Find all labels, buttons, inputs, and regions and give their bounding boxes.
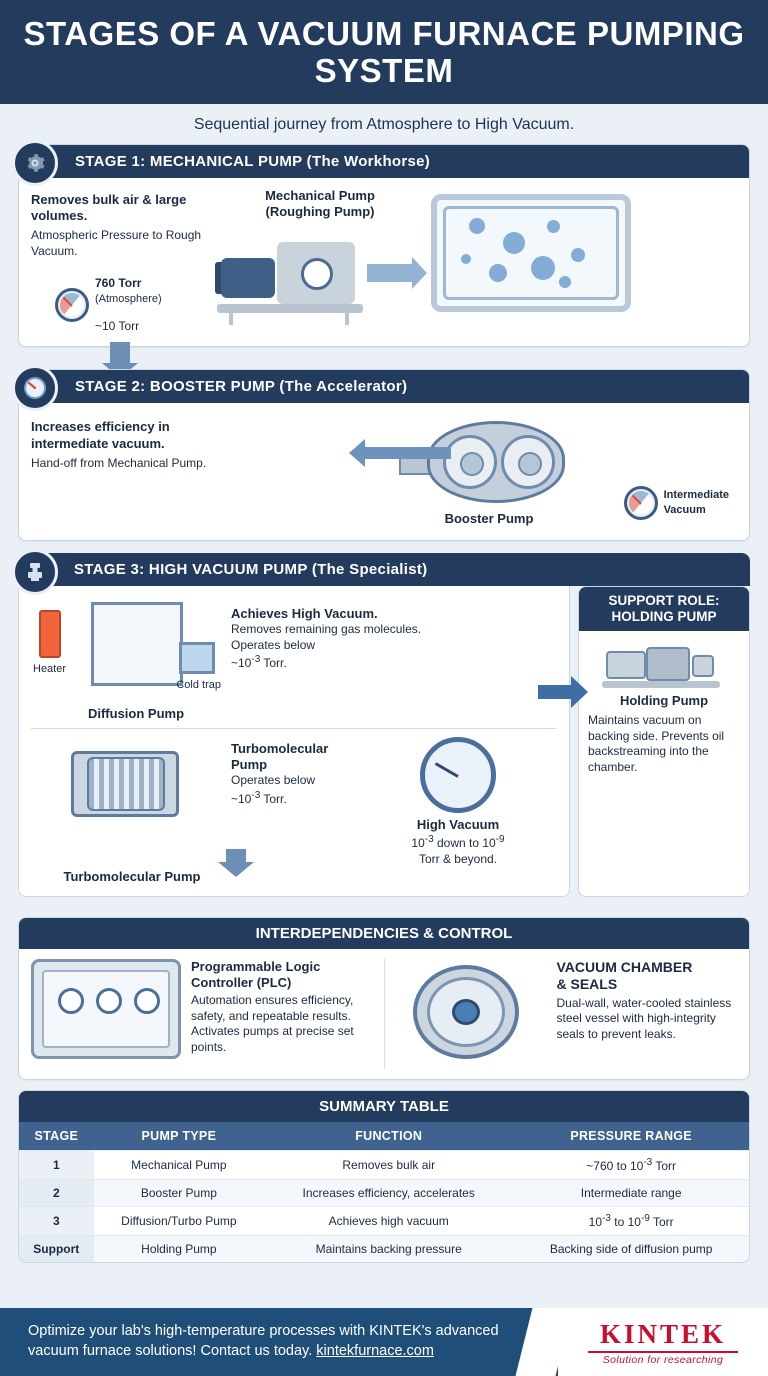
support-role-section bbox=[578, 586, 750, 897]
stage-2-card bbox=[18, 369, 750, 540]
chamber-text: Dual-wall, water-cooled stainless steel vessel with high-integrity seals to prevent leaks. bbox=[556, 995, 732, 1041]
support-card bbox=[578, 586, 750, 897]
support-head bbox=[579, 587, 749, 631]
stage-1-pressure-note: (Atmosphere) bbox=[95, 293, 162, 306]
table-header-row bbox=[19, 1122, 749, 1151]
stage-1-title: STAGE 1: MECHANICAL PUMP (The Workhorse) bbox=[19, 145, 749, 178]
stage-1-text bbox=[31, 188, 209, 335]
stage-1-pressure-bottom: ~10 Torr bbox=[95, 318, 140, 333]
diffusion-pump-row bbox=[31, 596, 557, 704]
mechanical-pump-graphic bbox=[215, 224, 425, 334]
plc-graphic bbox=[31, 959, 181, 1059]
plc-dial-2-icon bbox=[96, 988, 122, 1014]
diffusion-text-1: Removes remaining gas molecules. bbox=[231, 621, 422, 636]
diffusion-text-2: Operates below bbox=[231, 637, 316, 652]
stage-2-lead: Increases efficiency in intermediate vacuum. bbox=[31, 419, 170, 451]
high-vacuum-text-2: Torr & beyond. bbox=[418, 851, 498, 866]
footer-link[interactable]: kintekfurnace.com bbox=[316, 1343, 434, 1359]
footer-text bbox=[0, 1322, 558, 1361]
mechanical-pump-illustration bbox=[215, 188, 425, 335]
chamber-title-2: & SEALS bbox=[556, 976, 618, 993]
divider bbox=[31, 728, 557, 729]
high-vacuum-gauge-group bbox=[359, 737, 557, 867]
stage3-to-support-arrow bbox=[538, 685, 572, 699]
stage-3-card bbox=[18, 553, 750, 897]
diffusion-head: Achieves High Vacuum. bbox=[231, 605, 378, 621]
page-title: STAGES OF A VACUUM FURNACE PUMPING SYSTEM bbox=[23, 15, 745, 89]
stage-2-body bbox=[19, 403, 749, 539]
stage1-to-stage2-pipe bbox=[359, 447, 451, 459]
booster-pump-graphic bbox=[399, 417, 579, 509]
stage-2-sub: Hand-off from Mechanical Pump. bbox=[31, 455, 207, 470]
booster-pump-illustration bbox=[241, 413, 737, 527]
plc-text-block bbox=[191, 959, 372, 1069]
stage-3-body bbox=[18, 586, 750, 897]
cold-trap-label: Cold trap bbox=[176, 678, 221, 691]
turbo-pump-graphic bbox=[31, 737, 221, 833]
turbo-head-1: Turbomolecular bbox=[231, 740, 329, 756]
gear-icon bbox=[12, 140, 58, 186]
vacuum-chamber-illustration bbox=[431, 188, 737, 335]
interdependencies-card bbox=[18, 917, 750, 1080]
cell-pump: Holding Pump bbox=[94, 1235, 265, 1262]
page-header bbox=[0, 0, 768, 104]
cell-pressure: Backing side of diffusion pump bbox=[513, 1235, 749, 1262]
summary-table bbox=[19, 1122, 749, 1262]
holding-pump-text: Maintains vacuum on backing side. Prevents oil backstreaming into the chamber. bbox=[588, 713, 725, 775]
interdependencies-body bbox=[19, 949, 749, 1079]
vertical-divider bbox=[384, 959, 385, 1069]
intermediate-gauge-label-2: Vacuum bbox=[663, 503, 706, 516]
chamber-title-1: VACUUM CHAMBER bbox=[556, 958, 693, 975]
holding-pump-graphic bbox=[588, 639, 740, 693]
stage-3-section bbox=[18, 553, 750, 897]
holding-pump-caption: Holding Pump bbox=[619, 693, 709, 709]
heater-graphic bbox=[39, 610, 61, 658]
diffusion-pump-text bbox=[231, 596, 557, 704]
cell-pressure: Intermediate range bbox=[513, 1179, 749, 1206]
brand-rule bbox=[588, 1351, 738, 1353]
stage-1-sub: Atmospheric Pressure to Rough Vacuum. bbox=[31, 228, 202, 258]
interdependencies-section bbox=[18, 917, 750, 1080]
stage-3-pumps bbox=[18, 586, 570, 897]
plc-text: Automation ensures efficiency, safety, and repeatable results. Activates pumps at precise set points. bbox=[191, 993, 354, 1054]
stage-2-section bbox=[18, 369, 750, 540]
booster-pump-caption: Booster Pump bbox=[444, 511, 534, 527]
stage-1-lead: Removes bulk air & large volumes. bbox=[31, 191, 187, 224]
stage-2-title: STAGE 2: BOOSTER PUMP (The Accelerator) bbox=[19, 370, 749, 403]
stage-3-title: STAGE 3: HIGH VACUUM PUMP (The Specialist) bbox=[18, 553, 750, 586]
cell-function: Increases efficiency, accelerates bbox=[264, 1179, 513, 1206]
stage-1-section bbox=[18, 144, 750, 348]
plc-dial-3-icon bbox=[134, 988, 160, 1014]
turbo-pump-row bbox=[31, 737, 557, 867]
col-pump-type: PUMP TYPE bbox=[94, 1122, 265, 1151]
summary-table-title: SUMMARY TABLE bbox=[19, 1091, 749, 1122]
intermediate-gauge-label-1: Intermediate bbox=[663, 489, 729, 502]
diffusion-pump-icon bbox=[12, 549, 58, 595]
plc-column bbox=[31, 959, 372, 1069]
pressure-gauge-icon bbox=[55, 288, 89, 322]
cell-function: Removes bulk air bbox=[264, 1150, 513, 1179]
heater-label: Heater bbox=[33, 662, 67, 675]
col-pressure-range: PRESSURE RANGE bbox=[513, 1122, 749, 1151]
plc-title-1: Programmable Logic bbox=[191, 958, 321, 974]
stage-1-pressure-top: 760 Torr bbox=[95, 275, 142, 290]
diffusion-pump-graphic bbox=[31, 596, 221, 704]
turbo-text-1: Operates below bbox=[231, 773, 316, 788]
cell-pump: Mechanical Pump bbox=[94, 1150, 265, 1179]
plc-dial-1-icon bbox=[58, 988, 84, 1014]
cell-stage: Support bbox=[19, 1235, 94, 1262]
chamber-text-block bbox=[557, 959, 738, 1069]
high-vacuum-text-1: $10^{-3}$ down to $10^{-9}$ bbox=[411, 834, 505, 851]
cold-trap-graphic bbox=[179, 642, 215, 674]
intermediate-gauge-icon bbox=[624, 486, 658, 520]
high-vacuum-gauge-icon bbox=[420, 737, 496, 813]
support-body bbox=[579, 631, 749, 784]
stage-1-card bbox=[18, 144, 750, 348]
cell-pump: Booster Pump bbox=[94, 1179, 265, 1206]
footer-text-2: vacuum furnace solutions! Contact us today. bbox=[28, 1343, 313, 1359]
mechanical-pump-caption-2: (Roughing Pump) bbox=[265, 204, 375, 220]
turbo-pump-text bbox=[231, 737, 349, 867]
table-row bbox=[19, 1206, 749, 1235]
col-stage: STAGE bbox=[19, 1122, 94, 1151]
plc-title-2: Controller (PLC) bbox=[191, 974, 292, 990]
support-head-1: SUPPORT ROLE: bbox=[608, 592, 720, 608]
cell-stage: 2 bbox=[19, 1179, 94, 1206]
cell-stage: 1 bbox=[19, 1150, 94, 1179]
stage-1-pressure-top-row bbox=[95, 276, 209, 307]
cell-function: Achieves high vacuum bbox=[264, 1206, 513, 1235]
chamber-column bbox=[397, 959, 738, 1069]
stage-2-text bbox=[31, 413, 231, 527]
turbo-pump-caption: Turbomolecular Pump bbox=[63, 869, 201, 885]
table-row bbox=[19, 1150, 749, 1179]
diffusion-pump-caption: Diffusion Pump bbox=[87, 705, 185, 721]
summary-table-card bbox=[18, 1090, 750, 1263]
footer-text-1: Optimize your lab's high-temperature processes with KINTEK's advanced bbox=[28, 1323, 499, 1340]
table-row bbox=[19, 1235, 749, 1262]
page-subtitle: Sequential journey from Atmosphere to High Vacuum. bbox=[193, 115, 575, 133]
brand-tagline: Solution for researching bbox=[602, 1353, 724, 1366]
cell-pressure: ~760 to $10^{-3}$ Torr bbox=[513, 1150, 749, 1179]
stage1-to-stage2-arrow bbox=[110, 342, 130, 364]
table-row bbox=[19, 1179, 749, 1206]
vacuum-chamber-graphic bbox=[397, 959, 547, 1069]
stage3-to-inter-arrow bbox=[226, 849, 246, 863]
stage-1-gauge-group bbox=[55, 276, 209, 335]
cell-pressure: $10^{-3}$ to $10^{-9}$ Torr bbox=[513, 1206, 749, 1235]
turbo-text-2: $\sim 10^{-3}$ Torr. bbox=[231, 790, 287, 806]
stage-1-body bbox=[19, 178, 749, 347]
col-function: FUNCTION bbox=[264, 1122, 513, 1151]
turbo-head-2: Pump bbox=[231, 757, 268, 773]
footer bbox=[0, 1308, 768, 1376]
diffusion-text-3: $\sim 10^{-3}$ Torr. bbox=[231, 654, 287, 671]
brand-name: KINTEK bbox=[599, 1318, 727, 1349]
support-head-2: HOLDING PUMP bbox=[611, 608, 717, 624]
mechanical-pump-caption-1: Mechanical Pump bbox=[265, 187, 375, 203]
high-vacuum-title: High Vacuum bbox=[416, 816, 500, 832]
intermediate-gauge-group bbox=[624, 486, 729, 520]
chamber-graphic bbox=[431, 194, 631, 312]
cell-pump: Diffusion/Turbo Pump bbox=[94, 1206, 265, 1235]
cell-function: Maintains backing pressure bbox=[264, 1235, 513, 1262]
brand-logo bbox=[558, 1308, 768, 1376]
interdependencies-title: INTERDEPENDENCIES & CONTROL bbox=[19, 918, 749, 949]
flow-arrow-icon bbox=[367, 264, 413, 282]
cell-stage: 3 bbox=[19, 1206, 94, 1235]
